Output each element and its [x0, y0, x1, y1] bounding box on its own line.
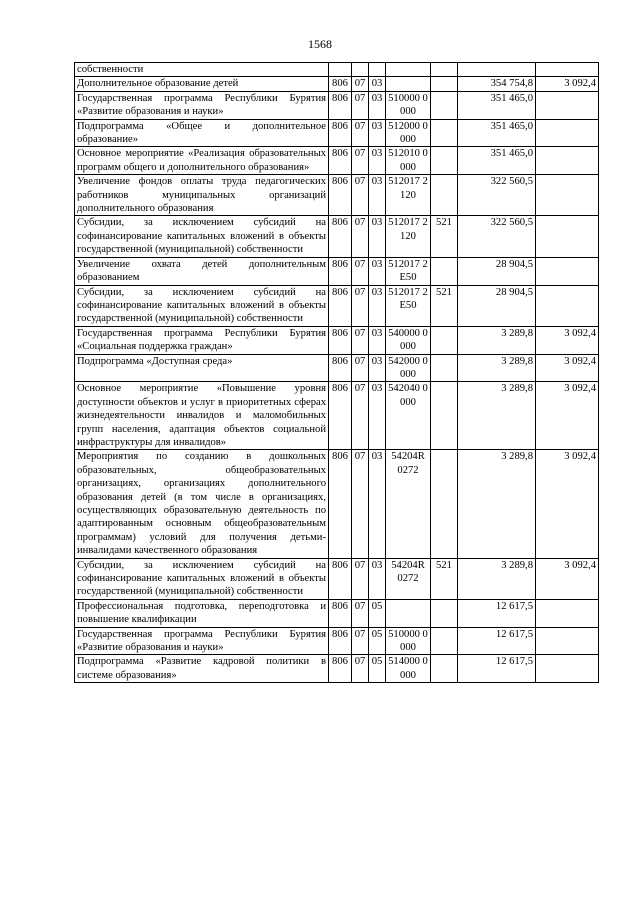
- amount-primary: 354 754,8: [458, 77, 536, 91]
- target-article-code: 512017 2E50: [386, 257, 431, 285]
- row-name: Увеличение фондов оплаты труда педагогических работников муниципальных организаций дополнительного образования: [75, 175, 329, 216]
- ministry-code: 806: [329, 382, 352, 450]
- amount-primary: 3 289,8: [458, 450, 536, 558]
- ministry-code: 806: [329, 175, 352, 216]
- table-row: [75, 175, 599, 216]
- ministry-code: 806: [329, 627, 352, 655]
- target-article-code: 512000 0000: [386, 119, 431, 147]
- subsection-code: 03: [369, 175, 386, 216]
- section-code: 07: [352, 382, 369, 450]
- subsection-code: 05: [369, 599, 386, 627]
- section-code: 07: [352, 558, 369, 599]
- expense-type-code: 521: [431, 216, 458, 257]
- row-name: Профессиональная подготовка, переподготовка и повышение квалификации: [75, 599, 329, 627]
- table-row: [75, 382, 599, 450]
- subsection-code: 03: [369, 285, 386, 326]
- amount-secondary: [536, 63, 599, 77]
- section-code: 07: [352, 216, 369, 257]
- subsection-code: 03: [369, 558, 386, 599]
- ministry-code: 806: [329, 285, 352, 326]
- subsection-code: 03: [369, 119, 386, 147]
- expense-type-code: 521: [431, 285, 458, 326]
- target-article-code: 510000 0000: [386, 91, 431, 119]
- amount-primary: 322 560,5: [458, 175, 536, 216]
- expense-type-code: [431, 119, 458, 147]
- ministry-code: 806: [329, 599, 352, 627]
- row-name: Субсидии, за исключением субсидий на софинансирование капитальных вложений в объекты государственной (муниципальной) собственности: [75, 216, 329, 257]
- ministry-code: 806: [329, 147, 352, 175]
- amount-secondary: [536, 599, 599, 627]
- expense-type-code: [431, 77, 458, 91]
- expense-type-code: [431, 326, 458, 354]
- row-name: Подпрограмма «Развитие кадровой политики в системе образования»: [75, 655, 329, 683]
- table-row: [75, 77, 599, 91]
- table-row: [75, 257, 599, 285]
- amount-secondary: [536, 285, 599, 326]
- ministry-code: 806: [329, 326, 352, 354]
- row-name: Субсидии, за исключением субсидий на софинансирование капитальных вложений в объекты государственной (муниципальной) собственности: [75, 558, 329, 599]
- subsection-code: 03: [369, 382, 386, 450]
- amount-primary: 3 289,8: [458, 558, 536, 599]
- row-name: Государственная программа Республики Бурятия «Развитие образования и науки»: [75, 91, 329, 119]
- expense-type-code: [431, 382, 458, 450]
- ministry-code: 806: [329, 77, 352, 91]
- ministry-code: 806: [329, 655, 352, 683]
- amount-secondary: [536, 175, 599, 216]
- amount-primary: [458, 63, 536, 77]
- amount-primary: 3 289,8: [458, 382, 536, 450]
- table-row: [75, 354, 599, 382]
- target-article-code: [386, 599, 431, 627]
- amount-secondary: [536, 257, 599, 285]
- amount-primary: 3 289,8: [458, 354, 536, 382]
- subsection-code: 05: [369, 627, 386, 655]
- expense-type-code: [431, 257, 458, 285]
- expense-type-code: [431, 175, 458, 216]
- section-code: 07: [352, 285, 369, 326]
- section-code: 07: [352, 354, 369, 382]
- row-name: Основное мероприятие «Повышение уровня доступности объектов и услуг в приоритетных сферах жизнедеятельности инвалидов и маломобильных групп населения, адаптация объектов социальной инфраструктуры для инвалидов»: [75, 382, 329, 450]
- ministry-code: 806: [329, 354, 352, 382]
- target-article-code: 542040 0000: [386, 382, 431, 450]
- amount-primary: 322 560,5: [458, 216, 536, 257]
- amount-secondary: [536, 91, 599, 119]
- ministry-code: 806: [329, 257, 352, 285]
- section-code: 07: [352, 599, 369, 627]
- amount-secondary: [536, 627, 599, 655]
- subsection-code: 03: [369, 77, 386, 91]
- target-article-code: 512017 2120: [386, 175, 431, 216]
- amount-primary: 12 617,5: [458, 599, 536, 627]
- ministry-code: [329, 63, 352, 77]
- subsection-code: 03: [369, 354, 386, 382]
- budget-table-body: [75, 63, 599, 683]
- amount-secondary: 3 092,4: [536, 382, 599, 450]
- table-row: [75, 558, 599, 599]
- table-row: [75, 285, 599, 326]
- amount-primary: 28 904,5: [458, 285, 536, 326]
- amount-primary: 351 465,0: [458, 119, 536, 147]
- section-code: 07: [352, 119, 369, 147]
- amount-secondary: 3 092,4: [536, 77, 599, 91]
- subsection-code: 05: [369, 655, 386, 683]
- section-code: 07: [352, 450, 369, 558]
- row-name: собственности: [75, 63, 329, 77]
- table-row: [75, 450, 599, 558]
- expense-type-code: [431, 147, 458, 175]
- expense-type-code: [431, 91, 458, 119]
- subsection-code: 03: [369, 216, 386, 257]
- section-code: [352, 63, 369, 77]
- amount-primary: 351 465,0: [458, 91, 536, 119]
- row-name: Субсидии, за исключением субсидий на софинансирование капитальных вложений в объекты государственной (муниципальной) собственности: [75, 285, 329, 326]
- expense-type-code: [431, 655, 458, 683]
- table-row: [75, 216, 599, 257]
- amount-secondary: [536, 216, 599, 257]
- amount-primary: 351 465,0: [458, 147, 536, 175]
- section-code: 07: [352, 147, 369, 175]
- expense-type-code: [431, 450, 458, 558]
- table-row: [75, 655, 599, 683]
- amount-primary: 12 617,5: [458, 627, 536, 655]
- row-name: Дополнительное образование детей: [75, 77, 329, 91]
- section-code: 07: [352, 77, 369, 91]
- subsection-code: 03: [369, 326, 386, 354]
- row-name: Увеличение охвата детей дополнительным образованием: [75, 257, 329, 285]
- target-article-code: 512010 0000: [386, 147, 431, 175]
- row-name: Подпрограмма «Общее и дополнительное образование»: [75, 119, 329, 147]
- table-row: [75, 599, 599, 627]
- target-article-code: [386, 63, 431, 77]
- section-code: 07: [352, 627, 369, 655]
- row-name: Мероприятия по созданию в дошкольных образовательных, общеобразовательных организациях, организациях дополнительного образования детей (в том числе в организациях, осуществляющих образовательную деятельность по адаптированным основным общеобразовательным программам) условий для получения детьми-инвалидами качественного образования: [75, 450, 329, 558]
- table-row: [75, 91, 599, 119]
- ministry-code: 806: [329, 216, 352, 257]
- expense-type-code: [431, 627, 458, 655]
- table-row: [75, 326, 599, 354]
- page-number: 1568: [308, 37, 332, 51]
- target-article-code: 540000 0000: [386, 326, 431, 354]
- ministry-code: 806: [329, 450, 352, 558]
- table-row: [75, 627, 599, 655]
- table-row: [75, 147, 599, 175]
- target-article-code: 54204R 0272: [386, 558, 431, 599]
- table-row: [75, 119, 599, 147]
- amount-secondary: 3 092,4: [536, 326, 599, 354]
- expense-type-code: [431, 354, 458, 382]
- subsection-code: [369, 63, 386, 77]
- row-name: Подпрограмма «Доступная среда»: [75, 354, 329, 382]
- amount-secondary: 3 092,4: [536, 354, 599, 382]
- subsection-code: 03: [369, 147, 386, 175]
- target-article-code: 542000 0000: [386, 354, 431, 382]
- row-name: Основное мероприятие «Реализация образовательных программ общего и дополнительного образования»: [75, 147, 329, 175]
- subsection-code: 03: [369, 450, 386, 558]
- row-name: Государственная программа Республики Бурятия «Социальная поддержка граждан»: [75, 326, 329, 354]
- target-article-code: 512017 2120: [386, 216, 431, 257]
- budget-table: [74, 62, 599, 683]
- section-code: 07: [352, 326, 369, 354]
- expense-type-code: 521: [431, 558, 458, 599]
- amount-secondary: 3 092,4: [536, 450, 599, 558]
- target-article-code: 510000 0000: [386, 627, 431, 655]
- target-article-code: 514000 0000: [386, 655, 431, 683]
- subsection-code: 03: [369, 257, 386, 285]
- amount-secondary: [536, 119, 599, 147]
- ministry-code: 806: [329, 558, 352, 599]
- section-code: 07: [352, 175, 369, 216]
- ministry-code: 806: [329, 119, 352, 147]
- amount-secondary: [536, 655, 599, 683]
- section-code: 07: [352, 257, 369, 285]
- table-row: [75, 63, 599, 77]
- ministry-code: 806: [329, 91, 352, 119]
- amount-secondary: 3 092,4: [536, 558, 599, 599]
- subsection-code: 03: [369, 91, 386, 119]
- expense-type-code: [431, 63, 458, 77]
- row-name: Государственная программа Республики Бурятия «Развитие образования и науки»: [75, 627, 329, 655]
- target-article-code: [386, 77, 431, 91]
- amount-secondary: [536, 147, 599, 175]
- target-article-code: 54204R 0272: [386, 450, 431, 558]
- amount-primary: 12 617,5: [458, 655, 536, 683]
- amount-primary: 28 904,5: [458, 257, 536, 285]
- section-code: 07: [352, 655, 369, 683]
- amount-primary: 3 289,8: [458, 326, 536, 354]
- section-code: 07: [352, 91, 369, 119]
- target-article-code: 512017 2E50: [386, 285, 431, 326]
- expense-type-code: [431, 599, 458, 627]
